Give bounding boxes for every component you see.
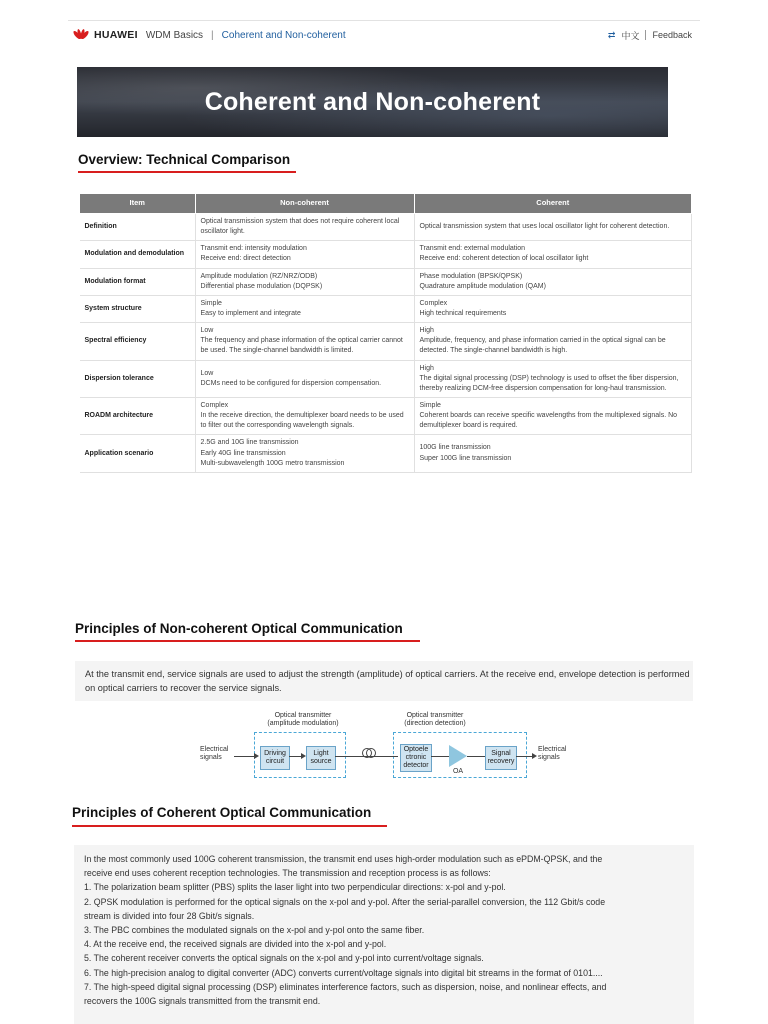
cell-line: The digital signal processing (DSP) technology is used to offset the fiber dispersion, thereby realizing DCM-free dispersion compensation for long-haul transmission.: [419, 374, 679, 392]
header-divider: [68, 20, 700, 21]
rx-label-line1: Optical transmitter: [406, 712, 464, 719]
row-coherent-cell: [414, 360, 692, 397]
noncoherent-title-underline: [75, 640, 420, 642]
breadcrumb-current[interactable]: Coherent and Non-coherent: [221, 29, 346, 41]
comparison-table: [79, 193, 692, 473]
coherent-text-line: 6. The high-precision analog to digital converter (ADC) converts current/voltage signals into digital bit streams in the format of 0101....: [84, 967, 603, 978]
coherent-text-line: 3. The PBC combines the modulated signals on the x-pol and y-pol onto the same fiber.: [84, 925, 425, 936]
input-wire: [234, 756, 256, 757]
column-header-item: Item: [80, 194, 196, 214]
cell-line: The frequency and phase information of the optical carrier cannot be used. The single-channel bandwidth is limited.: [200, 337, 403, 355]
cell-line: Complex: [200, 401, 229, 409]
noncoherent-diagram: [200, 712, 580, 784]
overview-title-underline: [78, 171, 296, 173]
coherent-text-line: recovers the 100G signals transmitted from the transmit end.: [84, 996, 321, 1007]
row-coherent-cell: [414, 214, 692, 241]
cell-line: In the receive direction, the demultiplexer board needs to be used to filter out the corresponding wavelength signals.: [200, 412, 404, 430]
output-arrow: [532, 753, 537, 759]
cell-line: 100G line transmission: [419, 444, 491, 452]
light-line2: source: [310, 758, 332, 765]
cell-line: Coherent boards can receive specific wavelengths from the multiplexed signals. No demultiplexer board is required.: [419, 412, 678, 430]
driving-line2: circuit: [265, 758, 285, 765]
detector-line1: Optoele: [403, 746, 429, 754]
language-icon[interactable]: ⇄: [607, 29, 616, 40]
row-coherent-cell: [414, 241, 692, 268]
row-noncoherent-cell: [195, 295, 414, 322]
table-row: [80, 360, 692, 397]
cell-line: Easy to implement and integrate: [200, 309, 301, 317]
row-coherent-cell: [414, 397, 692, 434]
cell-line: Multi-subwavelength 100G metro transmission: [200, 459, 345, 467]
coherent-title: Principles of Coherent Optical Communication: [72, 805, 372, 820]
header-links: [608, 29, 692, 42]
row-noncoherent-cell: [195, 323, 414, 360]
detector-line2: ctronic: [405, 754, 427, 762]
cell-line: High: [419, 327, 434, 335]
brand-name: HUAWEI: [94, 29, 138, 41]
breadcrumb-root[interactable]: WDM Basics: [145, 29, 204, 41]
coherent-text-line: 7. The high-speed digital signal processing (DSP) eliminates interference factors, such as dispersion, noise, and nonlinear effects, and: [84, 981, 607, 992]
row-item: Modulation format: [80, 268, 196, 295]
row-noncoherent-cell: [195, 268, 414, 295]
coherent-description: [74, 845, 694, 1024]
cell-line: Optical transmission system that does not require coherent local oscillator light.: [200, 218, 400, 236]
row-coherent-cell: [414, 323, 692, 360]
huawei-logo[interactable]: [72, 29, 138, 41]
oa-label: OA: [452, 768, 464, 775]
noncoherent-title: Principles of Non-coherent Optical Communication: [75, 621, 403, 636]
cell-line: Complex: [419, 299, 448, 307]
column-header-noncoherent: Non-coherent: [195, 194, 414, 214]
cell-line: Low: [200, 369, 214, 377]
noncoherent-description: At the transmit end, service signals are used to adjust the strength (amplitude) of optical carriers. At the receive end, envelope detection is performed on optical carriers to recover the service signals.: [75, 661, 693, 701]
rx-wire-2: [467, 756, 485, 757]
coherent-text-line: receive end uses coherent reception technologies. The transmission and reception process is as follows:: [84, 868, 491, 879]
tx-label-line2: (amplitude modulation): [267, 719, 339, 727]
input-label-line2: signals: [200, 753, 222, 761]
row-item: ROADM architecture: [80, 397, 196, 434]
row-noncoherent-cell: [195, 360, 414, 397]
row-noncoherent-cell: [195, 214, 414, 241]
table-row: [80, 214, 692, 241]
cell-line: Receive end: coherent detection of local oscillator light: [419, 255, 589, 263]
cell-line: Amplitude, frequency, and phase information carried in the optical signal can be detected. The single-channel bandwidth is high.: [419, 337, 666, 355]
top-nav: [72, 26, 692, 44]
cell-line: High: [419, 364, 434, 372]
cell-line: Transmit end: external modulation: [419, 245, 526, 253]
cell-line: Amplitude modulation (RZ/NRZ/ODB): [200, 272, 318, 280]
output-label-line2: signals: [538, 753, 560, 761]
column-header-coherent: Coherent: [414, 194, 692, 214]
tx-label: [258, 712, 348, 727]
amplifier-icon: [449, 745, 467, 767]
cell-line: Early 40G line transmission: [200, 449, 286, 457]
coherent-text-line: 2. QPSK modulation is performed for the optical signals on the x-pol and y-pol. After the serial-parallel conversion, the 112 Gbit/s code: [84, 896, 606, 907]
breadcrumb-separator: |: [211, 29, 214, 41]
table-row: [80, 241, 692, 268]
language-link[interactable]: 中文: [621, 30, 640, 41]
coherent-text-line: In the most commonly used 100G coherent transmission, the transmit end uses high-order modulation such as ePDM-QPSK, and the: [84, 854, 603, 864]
signal-recovery-block: [485, 746, 517, 770]
cell-line: High technical requirements: [419, 309, 507, 317]
recovery-line1: Signal: [491, 750, 511, 758]
cell-line: Super 100G line transmission: [419, 454, 512, 462]
recovery-line2: recovery: [487, 758, 515, 765]
hero-banner: [77, 67, 668, 137]
cell-line: Optical transmission system that uses local oscillator light for coherent detection.: [419, 223, 670, 231]
table-row: [80, 323, 692, 360]
coherent-text-line: stream is divided into four 28 Gbit/s signals.: [84, 910, 255, 921]
row-item: Modulation and demodulation: [80, 241, 196, 268]
cell-line: Low: [200, 327, 214, 335]
table-row: [80, 435, 692, 472]
table-header-row: [80, 194, 692, 214]
link-divider: [645, 30, 646, 40]
row-item: System structure: [80, 295, 196, 322]
cell-line: Transmit end: intensity modulation: [200, 245, 307, 253]
table-row: [80, 397, 692, 434]
coherent-text-line: 5. The coherent receiver converts the optical signals on the x-pol and y-pol into current/voltage signals.: [84, 953, 484, 964]
input-label-line1: Electrical: [200, 746, 229, 753]
overview-title: Overview: Technical Comparison: [78, 152, 291, 167]
rx-label: [390, 712, 480, 727]
row-item: Definition: [80, 214, 196, 241]
light-line1: Light: [313, 750, 329, 758]
row-item: Application scenario: [80, 435, 196, 472]
table-row: [80, 295, 692, 322]
cell-line: Receive end: direct detection: [200, 255, 291, 263]
rx-wire-1: [431, 756, 449, 757]
detector-line3: detector: [403, 761, 429, 769]
row-coherent-cell: [414, 295, 692, 322]
light-source-block: [306, 746, 336, 770]
cell-line: Differential phase modulation (DQPSK): [200, 282, 323, 290]
driving-circuit-block: [260, 746, 290, 770]
output-label-line1: Electrical: [538, 746, 567, 753]
row-coherent-cell: [414, 268, 692, 295]
row-noncoherent-cell: [195, 435, 414, 472]
table-row: [80, 268, 692, 295]
cell-line: Simple: [200, 299, 222, 307]
detector-block: [400, 744, 432, 772]
input-arrow: [254, 753, 259, 759]
row-noncoherent-cell: [195, 241, 414, 268]
row-coherent-cell: [414, 435, 692, 472]
row-item: Dispersion tolerance: [80, 360, 196, 397]
fiber-coil-icon-2: [366, 748, 376, 758]
cell-line: Phase modulation (BPSK/QPSK): [419, 272, 523, 280]
feedback-link[interactable]: Feedback: [652, 30, 692, 40]
huawei-flower-icon: [72, 29, 90, 41]
tx-label-line1: Optical transmitter: [274, 712, 332, 719]
driving-line1: Driving: [264, 750, 286, 758]
row-noncoherent-cell: [195, 397, 414, 434]
input-label: [200, 746, 240, 761]
cell-line: DCMs need to be configured for dispersion compensation.: [200, 379, 382, 387]
cell-line: Quadrature amplitude modulation (QAM): [419, 282, 546, 290]
cell-line: 2.5G and 10G line transmission: [200, 439, 299, 447]
row-item: Spectral efficiency: [80, 323, 196, 360]
coherent-text-line: 4. At the receive end, the received signals are divided into the x-pol and y-pol.: [84, 939, 387, 950]
cell-line: Simple: [419, 401, 441, 409]
coherent-title-underline: [72, 825, 387, 827]
coherent-text-line: 1. The polarization beam splitter (PBS) splits the laser light into two perpendicular directions: x-pol and y-pol.: [84, 882, 506, 893]
output-label: [538, 746, 578, 761]
page-title: Coherent and Non-coherent: [204, 87, 541, 116]
rx-label-line2: (direction detection): [404, 719, 466, 727]
